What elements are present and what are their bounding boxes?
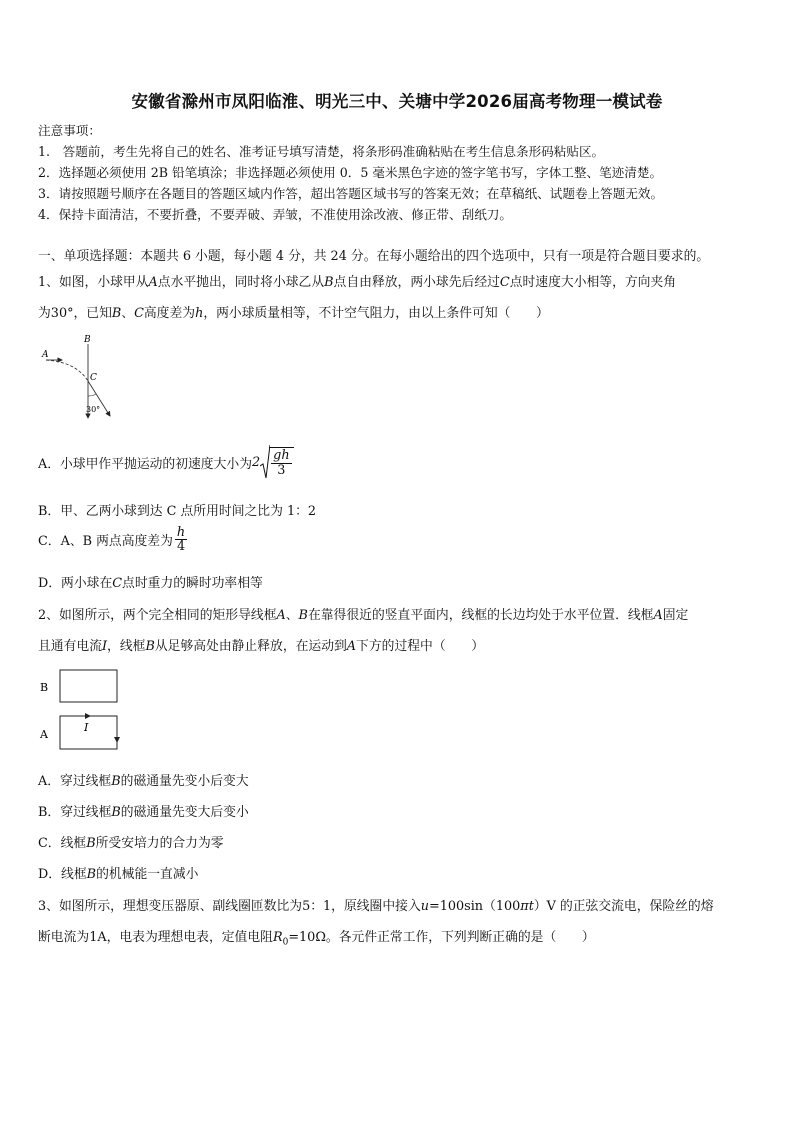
q3-stem-line2: 断电流为1A，电表为理想电表，定值电阻$R_0=10\Omega$。各元件正常工作，下列判断正确的是（ ）: [38, 930, 595, 948]
q1-stem-line2: 为30°，已知B、C高度差为h，两小球质量相等，不计空气阻力，由以上条件可知（ ）: [38, 306, 549, 321]
fig1-label-c: C: [90, 373, 97, 383]
q1-option-b[interactable]: B．甲、乙两小球到达 C 点所用时间之比为 1：2: [38, 504, 317, 519]
fig1-angle-label: 30°: [86, 405, 101, 414]
frame-a-rect: [60, 716, 117, 749]
page-title: 安徽省滁州市凤阳临淮、明光三中、关塘中学2026届高考物理一模试卷: [131, 92, 663, 111]
q2-figure: [38, 664, 128, 756]
fig2-label-i: I: [84, 721, 89, 734]
fig1-label-a: A: [42, 350, 49, 360]
notice-item-1: 1. 答题前，考生先将自己的姓名、准考证号填写清楚，将条形码准确粘贴在考生信息条形码粘贴区。: [38, 144, 605, 159]
notice-heading: 注意事项：: [38, 123, 101, 138]
q2-stem-line2: 且通有电流I，线框B从足够高处由静止释放，在运动到A下方的过程中（ ）: [38, 639, 485, 654]
sqrt-expression: 2 $\frac{gh}{3}$: [252, 444, 294, 480]
notice-item-2: 2．选择题必须使用 2B 铅笔填涂；非选择题必须使用 0．5 毫米黑色字迹的签字笔书写，字体工整、笔迹清楚。: [38, 165, 663, 180]
q2-option-d[interactable]: D．线框B的机械能一直减小: [38, 867, 199, 882]
q2-option-c[interactable]: C．线框B所受安培力的合力为零: [38, 836, 224, 851]
notice-item-3: 3．请按照题号顺序在各题目的答题区域内作答，超出答题区域书写的答案无效；在草稿纸、试题卷上答题无效。: [38, 186, 664, 201]
q2-option-b[interactable]: B．穿过线框B的磁通量先变大后变小: [38, 805, 249, 820]
q3-stem-line1: 3、如图所示，理想变压器原、副线圈匝数比为5：1，原线圈中接入u=100sin（100πt）V 的正弦交流电，保险丝的熔: [38, 899, 714, 914]
q1-option-a[interactable]: A．小球甲作平抛运动的初速度大小为 2 $\frac{gh}{3}$: [38, 444, 294, 480]
fig2-label-b: B: [40, 681, 49, 694]
q1-option-d[interactable]: D．两小球在C点时重力的瞬时功率相等: [38, 576, 263, 591]
q1-option-c[interactable]: C．A、B 两点高度差为 $\frac{h}{4}$: [38, 525, 186, 555]
q1-figure: [38, 334, 118, 420]
q2-option-a[interactable]: A．穿过线框B的磁通量先变小后变大: [38, 774, 249, 789]
section-heading: 一、单项选择题：本题共 6 小题，每小题 4 分，共 24 分。在每小题给出的四个选项中，只有一项是符合题目要求的。: [38, 249, 710, 264]
fig2-label-a: A: [40, 728, 48, 741]
notice-item-4: 4．保持卡面清洁，不要折叠，不要弄破、弄皱，不准使用涂改液、修正带、刮纸刀。: [38, 207, 512, 222]
q2-stem-line1: 2、如图所示，两个完全相同的矩形导线框A、B在靠得很近的竖直平面内，线框的长边均处于水平位置．线框A固定: [38, 608, 689, 623]
q1-stem-line1: 1、如图，小球甲从A点水平抛出，同时将小球乙从B点自由释放，两小球先后经过C点时速度大小相等，方向夹角: [38, 275, 677, 290]
fig1-label-b: B: [84, 335, 91, 345]
frame-b-rect: [60, 670, 117, 702]
